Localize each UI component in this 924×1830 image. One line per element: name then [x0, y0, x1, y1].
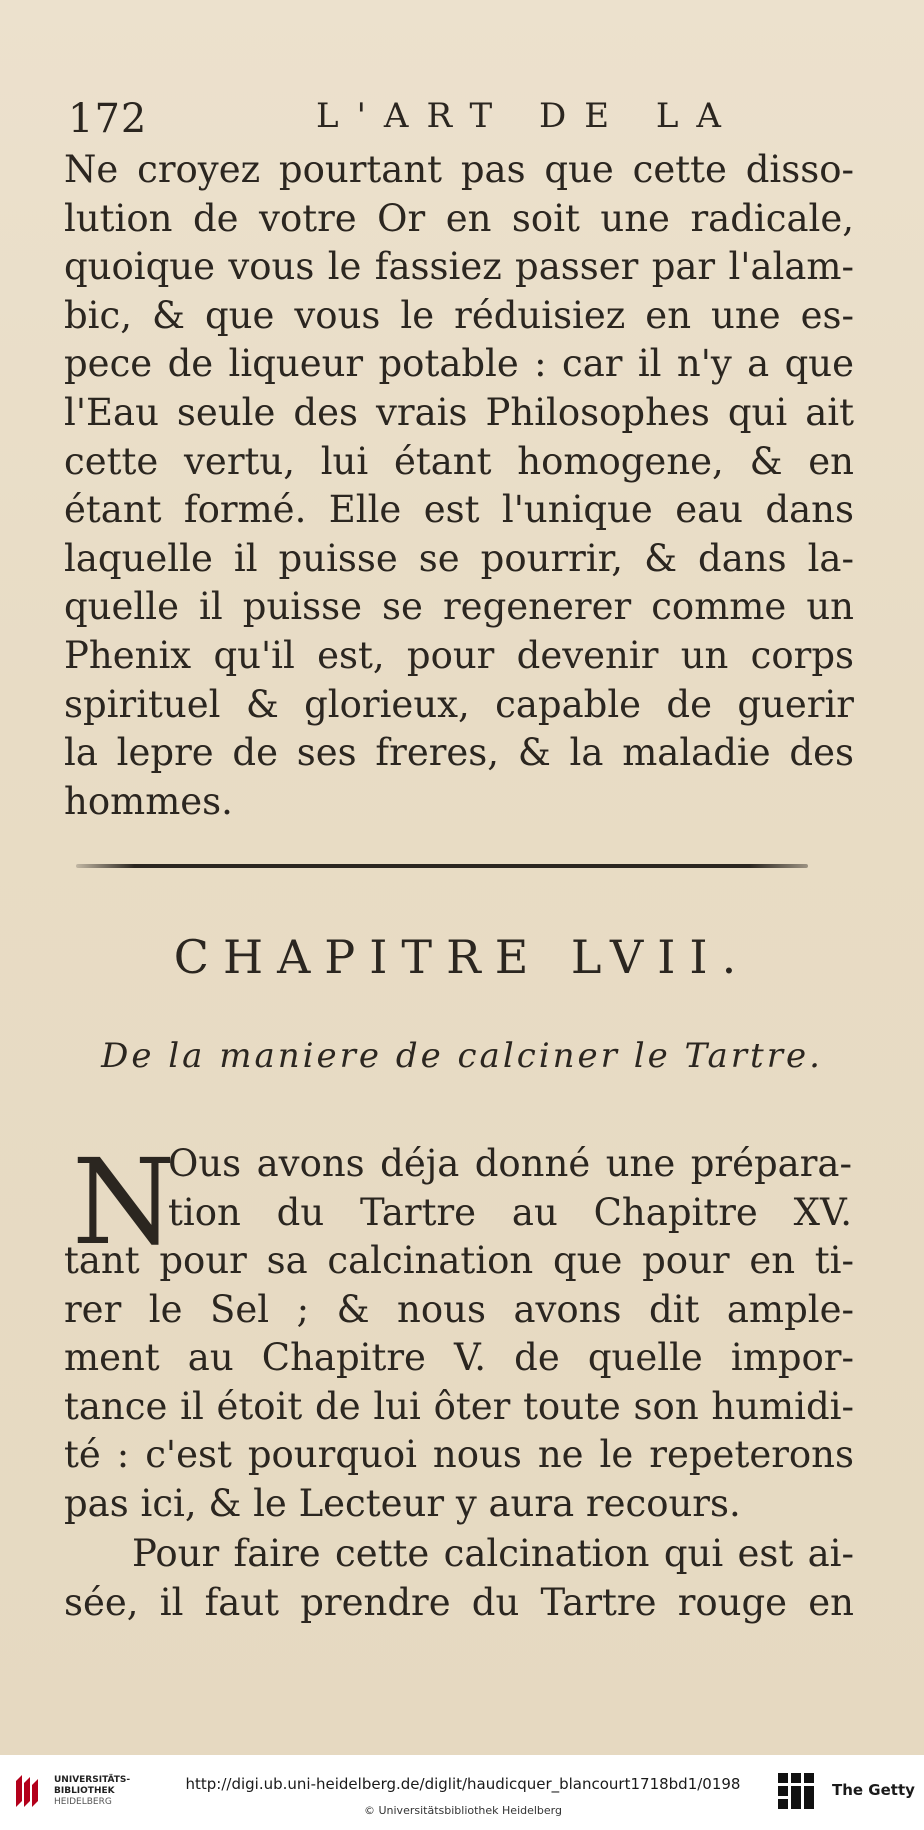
chapter-title: CHAPITRE LVII. [173, 930, 751, 984]
paragraph-2 [64, 1237, 854, 1529]
copyright-notice: © Universitätsbibliothek Heidelberg [363, 1804, 562, 1817]
text-line: cette vertu, lui étant homogene, & en [64, 439, 854, 483]
text-line: bic, & que vous le réduisiez en une es- [64, 293, 854, 337]
text-line: rer le Sel ; & nous avons dit ample- [64, 1287, 854, 1331]
text-line: spirituel & glorieux, capable de guerir [64, 682, 854, 726]
text-line: hommes. [64, 779, 233, 823]
text-line: pas ici, & le Lecteur y aura recours. [64, 1481, 741, 1525]
viewer-footer [0, 1755, 924, 1830]
text-line: ment au Chapitre V. de quelle impor- [64, 1336, 854, 1380]
institution-line-2: BIBLIOTHEK [54, 1786, 115, 1796]
paragraph-3 [64, 1530, 854, 1627]
text-line: lution de votre Or en soit une radicale, [64, 196, 854, 240]
text-line: Ne croyez pourtant pas que cette disso- [64, 148, 854, 191]
permalink-url[interactable]: http://digi.ub.uni-heidelberg.de/diglit/haudicquer_blancourt1718bd1/0198 [185, 1775, 741, 1793]
running-head: L'ART DE LA [316, 96, 739, 136]
text-line: la lepre de ses freres, & la maladie des [64, 731, 854, 775]
text-line: Phenix qu'il est, pour devenir un corps [64, 633, 854, 677]
institution-city: HEIDELBERG [54, 1797, 112, 1807]
institution-line-1: UNIVERSITÄTS- [54, 1775, 131, 1785]
text-line: tion du Tartre au Chapitre XV. [168, 1190, 852, 1234]
text-line: tance il étoit de lui ôter toute son humidi- [64, 1384, 854, 1428]
getty-logo-icon [776, 1771, 816, 1811]
page-header [68, 96, 864, 146]
text-line: laquelle il puisse se pourrir, & dans la- [64, 536, 854, 580]
text-line: quelle il puisse se regenerer comme un [64, 585, 854, 629]
university-library-logo-icon [12, 1771, 42, 1811]
text-line: l'Eau seule des vrais Philosophes qui ait [64, 390, 854, 434]
chapter-subtitle: De la maniere de calciner le Tartre. [101, 1036, 823, 1076]
institution-name [54, 1775, 130, 1808]
text-line: tant pour sa calcination que pour en ti- [64, 1239, 854, 1282]
text-line: étant formé. Elle est l'unique eau dans [64, 488, 854, 532]
text-line: sée, il faut prendre du Tartre rouge en [64, 1580, 854, 1624]
paragraph-1 [64, 146, 854, 826]
paragraph-2-opening [168, 1140, 852, 1237]
partner-name: The Getty [832, 1781, 915, 1799]
section-divider [76, 864, 808, 868]
drop-cap: N [72, 1133, 176, 1271]
text-line: Pour faire cette calcination qui est ai- [132, 1532, 854, 1575]
text-line: quoique vous le fassiez passer par l'alam- [64, 245, 854, 289]
text-line: pece de liqueur potable : car il n'y a que [64, 342, 854, 386]
text-line: té : c'est pourquoi nous ne le repeterons [64, 1433, 854, 1477]
text-line: Ous avons déja donné une prépara- [168, 1142, 852, 1185]
page-number: 172 [68, 96, 148, 142]
